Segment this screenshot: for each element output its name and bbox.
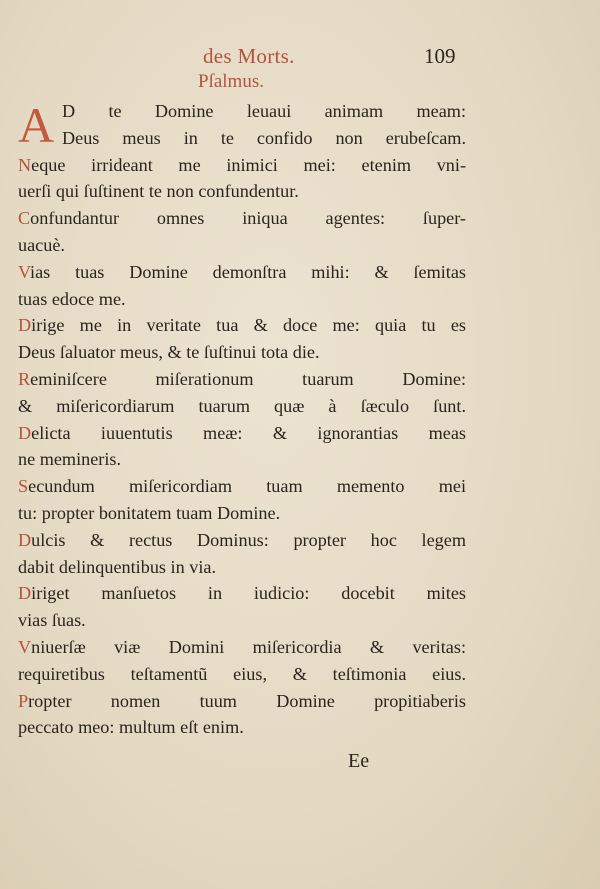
verse-text: irige me in veritate tua & doce me: quia tu es	[31, 315, 466, 336]
verse-line	[18, 232, 466, 259]
drop-cap-initial: A	[18, 97, 55, 153]
verse-line	[18, 634, 466, 661]
verse-initial: D	[18, 315, 32, 336]
verse-text: iriget manſuetos in iudicio: docebit mites	[31, 583, 466, 604]
verse-line	[18, 661, 466, 688]
verse-text: requiretibus teſtamentũ eius, & teſtimonia eius.	[18, 663, 466, 684]
verse-line	[18, 393, 466, 420]
verse-line	[18, 420, 466, 447]
verse-text: vias ſuas.	[18, 610, 86, 631]
verse-text: eque irrideant me inimici mei: etenim vni-	[31, 154, 466, 175]
verse-initial: D	[18, 583, 32, 604]
verse-initial: D	[18, 422, 32, 443]
verse-text: Deus meus in te confido non erubeſcam.	[62, 127, 466, 148]
verse-text: elicta iuuentutis meæ: & ignorantias meas	[31, 422, 466, 443]
verse-text: ias tuas Domine demonſtra mihi: & ſemitas	[30, 261, 466, 282]
verse-initial: P	[18, 690, 29, 711]
running-title: des Morts.	[203, 44, 295, 68]
verse-text: & miſericordiarum tuarum quæ à ſæculo ſunt.	[18, 395, 466, 416]
verse-text: peccato meo: multum eſt enim.	[18, 717, 244, 738]
verse-line	[18, 714, 466, 741]
verse-line	[18, 98, 466, 125]
verse-line	[18, 446, 466, 473]
verse-line	[18, 312, 466, 339]
verse-line	[18, 527, 466, 554]
verse-line	[18, 688, 466, 715]
verse-text: niuerſæ viæ Domini miſericordia & veritas:	[31, 636, 466, 657]
verse-line	[18, 339, 466, 366]
catchword: Ee	[348, 750, 370, 772]
verse-text: Deus ſaluator meus, & te ſuſtinui tota die.	[18, 342, 320, 363]
verse-initial: D	[18, 529, 32, 550]
verse-line	[18, 259, 466, 286]
verse-initial: C	[18, 208, 31, 229]
verse-text: uacuè.	[18, 234, 65, 255]
verse-line	[18, 607, 466, 634]
verse-text: tuas edoce me.	[18, 288, 126, 309]
verse-line	[18, 554, 466, 581]
verse-initial: V	[18, 636, 32, 657]
verse-initial: V	[18, 261, 31, 282]
verse-text: D te Domine leuaui animam meam:	[62, 101, 466, 121]
verse-initial: S	[18, 476, 29, 497]
verse-line	[18, 205, 466, 232]
verse-initial: R	[18, 368, 31, 389]
verse-text: onfundantur omnes iniqua agentes: ſuper-	[30, 208, 466, 229]
verse-text: ne memineris.	[18, 449, 122, 470]
verse-text: tu: propter bonitatem tuam Domine.	[18, 502, 281, 523]
verse-text: ulcis & rectus Dominus: propter hoc legem	[31, 529, 466, 550]
verse-line	[18, 500, 466, 527]
verse-text: uerſi qui ſuſtinent te non confundentur.	[18, 181, 299, 202]
verse-line	[18, 286, 466, 313]
verse-line	[18, 152, 466, 179]
verse-initial: N	[18, 154, 32, 175]
verse-text: ropter nomen tuum Domine propitiaberis	[28, 690, 466, 711]
verse-text: ecundum miſericordiam tuam memento mei	[28, 476, 466, 497]
psalm-text	[18, 98, 466, 741]
verse-text: eminiſcere miſerationum tuarum Domine:	[30, 368, 466, 389]
verse-line	[18, 178, 466, 205]
page-number: 109	[424, 44, 456, 68]
verse-text: dabit delinquentibus in via.	[18, 556, 217, 577]
verse-line	[18, 473, 466, 500]
verse-line	[18, 125, 466, 152]
verse-line	[18, 366, 466, 393]
section-title: Pſalmus.	[198, 71, 264, 92]
verse-line	[18, 580, 466, 607]
